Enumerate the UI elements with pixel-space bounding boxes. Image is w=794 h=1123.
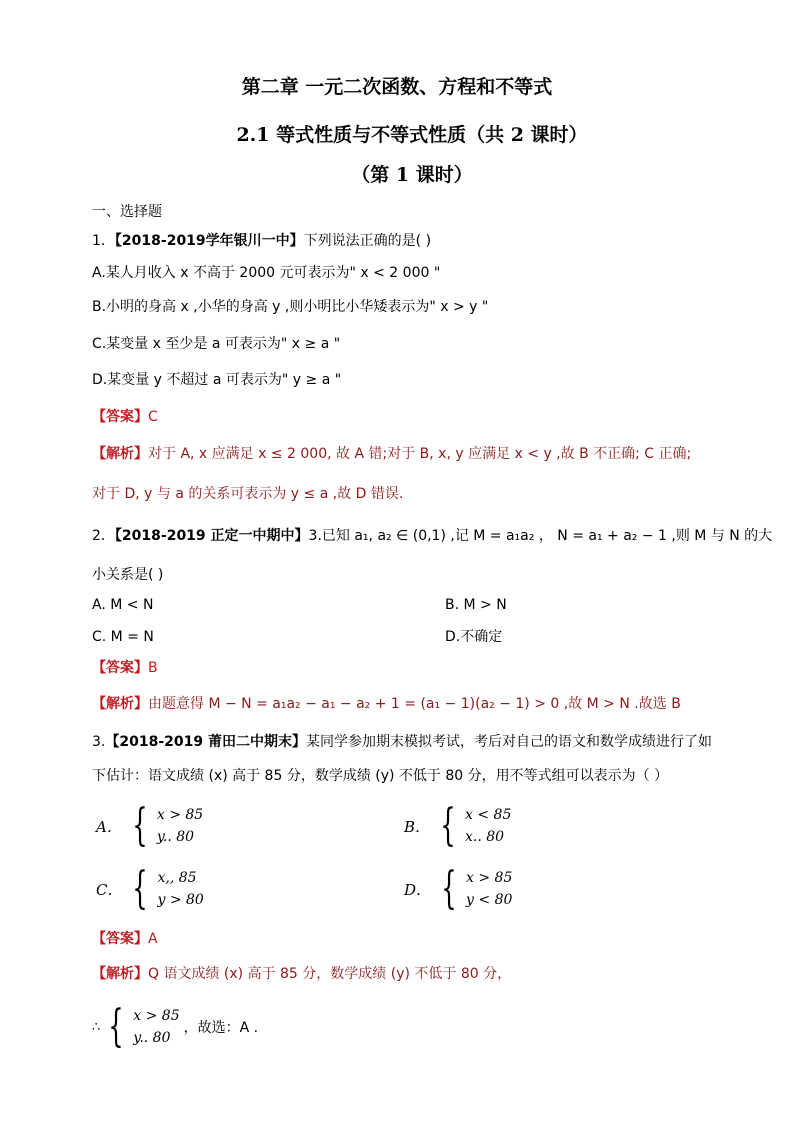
question-3-stem (92, 731, 712, 753)
option-b: B.小明的身高 x ,小华的身高 y ,则小明比小华矮表示为" x > y " (92, 299, 489, 315)
answer (92, 406, 158, 428)
inequality-row: x,, 85 (157, 870, 197, 886)
analysis-text: 对于 A, x 应满足 x ≤ 2 000, 故 A 错;对于 B, x, y 应满足 x < y ,故 B 不正确; C 正确; (148, 446, 692, 462)
option-d (404, 863, 513, 914)
answer-label: 【答案】 (92, 409, 148, 425)
question-2-stem (92, 525, 772, 547)
option-label: A． (96, 817, 122, 836)
question-text: 某同学参加期末模拟考试，考后对自己的语文和数学成绩进行了如 (305, 734, 712, 750)
brace-icon: { (440, 800, 456, 851)
question-text-continued: 小关系是( ) (92, 567, 164, 583)
analysis-label: 【解析】 (92, 966, 148, 982)
option-b (404, 800, 512, 851)
option-a: A.某人月收入 x 不高于 2000 元可表示为" x < 2 000 " (92, 265, 441, 281)
inequality-row: x > 85 (156, 807, 204, 823)
option-a: A. M < N (92, 597, 154, 613)
brace-icon: { (441, 863, 457, 914)
analysis (92, 693, 681, 715)
answer (92, 657, 158, 679)
answer-label: 【答案】 (92, 931, 148, 947)
brace-icon: { (108, 1001, 124, 1052)
chapter-title: 第二章 一元二次函数、方程和不等式 (241, 76, 553, 98)
question-source: 【2018-2019 莆田二中期末】 (105, 734, 306, 750)
answer-value: B (148, 660, 158, 676)
therefore-icon: ∴ (92, 1019, 101, 1035)
question-source: 【2018-2019 正定一中期中】 (114, 528, 309, 544)
question-number: 3. (92, 734, 106, 750)
analysis-label: 【解析】 (92, 446, 148, 462)
option-c (96, 863, 204, 914)
question-text: 3.已知 a₁, a₂ ∈ (0,1) ,记 M = a₁a₂ ， N = a₁ + a₂ − 1 ,则 M 与 N 的大 (308, 528, 773, 544)
analysis-text: Q 语文成绩 (x) 高于 85 分，数学成绩 (y) 不低于 80 分， (148, 966, 512, 982)
question-number: 2． (92, 528, 115, 544)
part-heading: 一、选择题 (92, 204, 162, 220)
inequality-row: x > 85 (466, 870, 513, 886)
lesson-title: （第 1 课时） (351, 164, 473, 186)
analysis-conclusion (92, 1001, 259, 1052)
analysis (92, 443, 691, 465)
option-d: D.某变量 y 不超过 a 可表示为" y ≥ a " (92, 372, 342, 388)
question-text: 下列说法正确的是( ) (303, 233, 432, 249)
option-b: B. M > N (445, 597, 507, 613)
inequality-row: x > 85 (133, 1008, 180, 1024)
inequality-row: y.. 80 (156, 829, 195, 845)
question-text-continued: 下估计：语文成绩 (x) 高于 85 分，数学成绩 (y) 不低于 80 分，用不等式组可以表示为（ ） (92, 768, 669, 784)
answer-value: A (148, 931, 158, 947)
option-d: D.不确定 (445, 629, 503, 645)
conclusion-text: ，故选：A . (183, 1020, 259, 1036)
answer (92, 928, 158, 950)
inequality-row: y < 80 (466, 892, 513, 908)
option-a (96, 800, 204, 851)
analysis-label: 【解析】 (92, 696, 148, 712)
question-number: 1． (92, 233, 115, 249)
answer-value: C (148, 409, 158, 425)
analysis-continued: 对于 D, y 与 a 的关系可表示为 y ≤ a ,故 D 错误. (92, 486, 404, 502)
option-c: C. M = N (92, 629, 154, 645)
analysis (92, 963, 511, 985)
answer-label: 【答案】 (92, 660, 148, 676)
brace-icon: { (132, 800, 148, 851)
brace-icon: { (132, 863, 149, 914)
option-label: B． (404, 817, 431, 836)
option-c: C.某变量 x 至少是 a 可表示为" x ≥ a " (92, 336, 341, 352)
inequality-row: x < 85 (465, 807, 512, 823)
inequality-row: y > 80 (157, 892, 204, 908)
inequality-row: y.. 80 (133, 1030, 171, 1046)
option-label: D． (404, 880, 432, 899)
option-label: C． (96, 880, 123, 899)
analysis-text: 由题意得 M − N = a₁a₂ − a₁ − a₂ + 1 = (a₁ − 1)(a₂ − 1) > 0 ,故 M > N .故选 B (148, 696, 681, 712)
question-source: 【2018-2019学年银川一中】 (114, 233, 304, 249)
question-1-stem (92, 230, 431, 252)
inequality-row: x.. 80 (465, 829, 505, 845)
section-title: 2.1 等式性质与不等式性质（共 2 课时） (236, 124, 588, 146)
